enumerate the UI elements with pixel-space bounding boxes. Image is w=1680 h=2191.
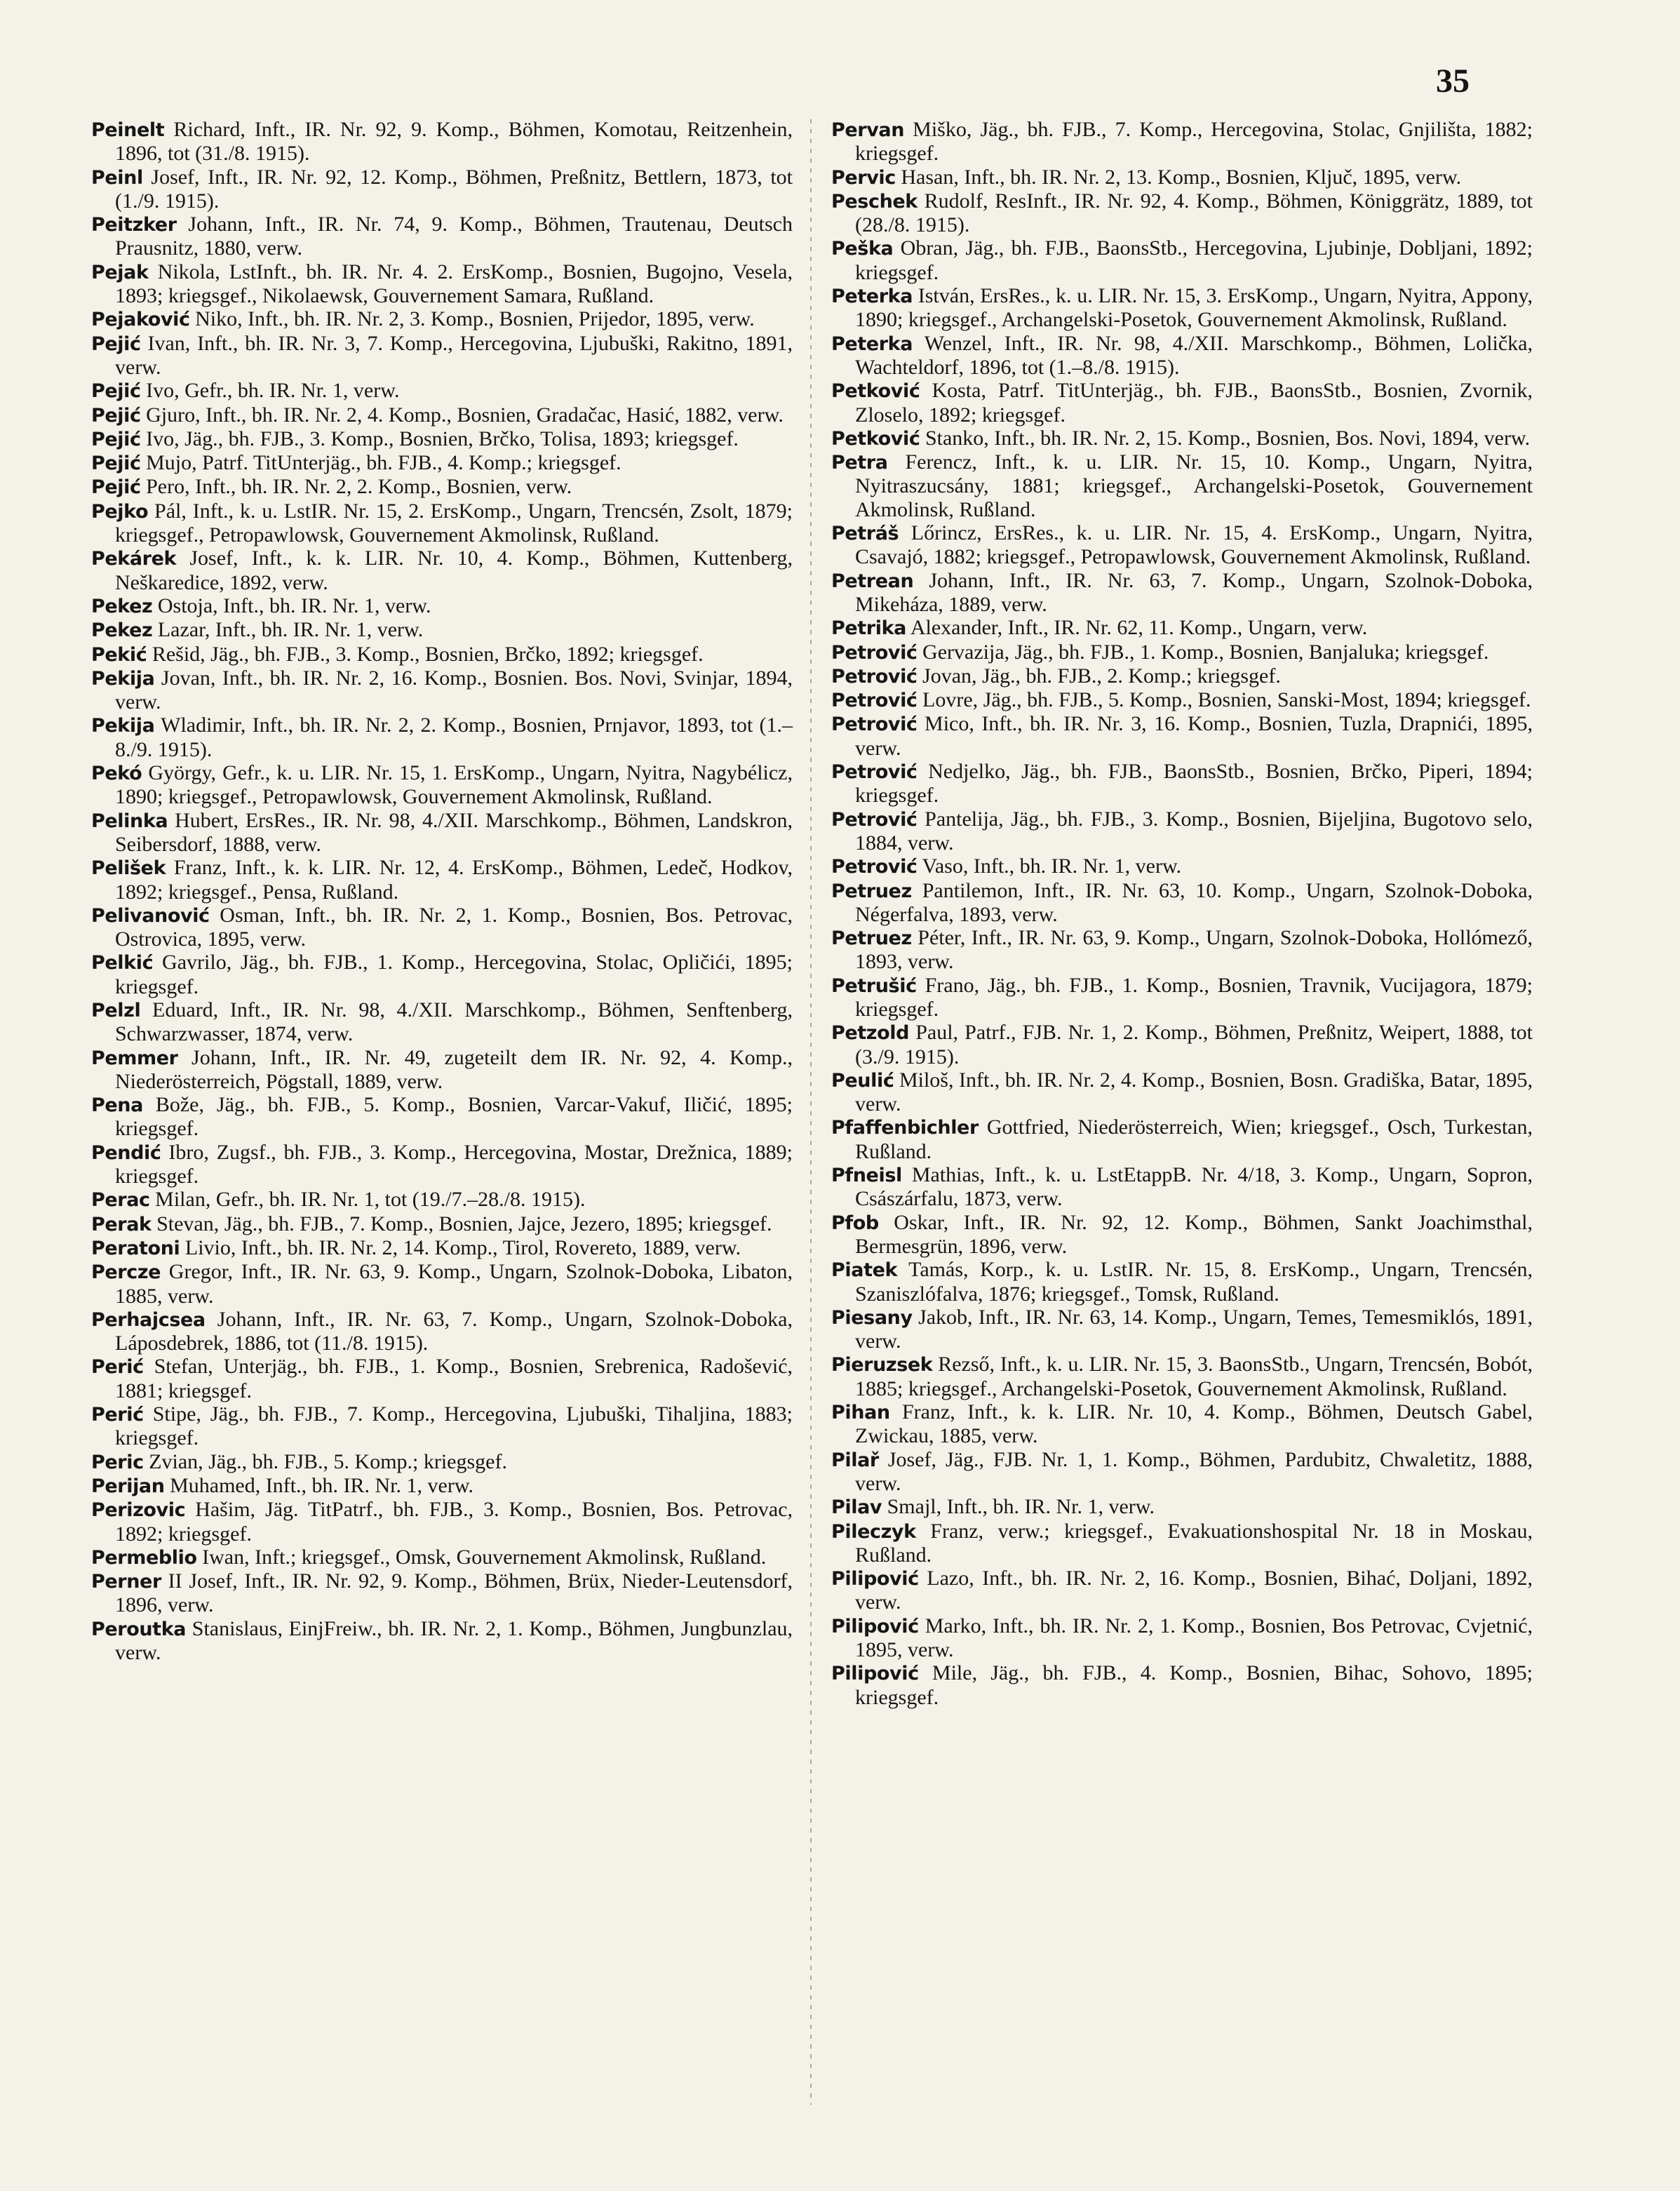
entry-details: Muhamed, Inft., bh. IR. Nr. 1, verw. <box>170 1473 474 1497</box>
register-entry <box>91 713 793 761</box>
register-entry <box>91 1046 793 1094</box>
register-entry <box>831 808 1533 855</box>
entry-surname: Petra <box>831 452 888 474</box>
register-entry <box>831 1520 1533 1567</box>
entry-surname: Petrović <box>831 641 918 664</box>
register-entry <box>91 1141 793 1188</box>
register-entry <box>831 616 1533 640</box>
register-entry <box>91 1569 793 1617</box>
entry-surname: Pilipović <box>831 1663 919 1685</box>
register-entry <box>831 1068 1533 1116</box>
register-entry <box>91 118 793 166</box>
entry-surname: Pekó <box>91 763 142 785</box>
entry-surname: Pelinka <box>91 810 168 832</box>
entry-details: Alexander, Inft., IR. Nr. 62, 11. Komp., Ungarn, verw. <box>910 616 1368 640</box>
entry-surname: Peratoni <box>91 1237 180 1259</box>
entry-details: Osman, Inft., bh. IR. Nr. 2, 1. Komp., Bosnien, Bos. Petrovac, Ostrovica, 1895, verw. <box>115 903 793 951</box>
entry-surname: Pekija <box>91 715 155 737</box>
entry-details: Lőrincz, ErsRes., k. u. LIR. Nr. 15, 4. ErsKomp., Ungarn, Nyitra, Csavajó, 1882; kriegsgef., Petropawlowsk, Gouvernement Akmolinsk, Rußland. <box>855 521 1533 569</box>
register-entry <box>831 1211 1533 1259</box>
entry-details: Gottfried, Niederösterreich, Wien; kriegsgef., Osch, Turkestan, Rußland. <box>855 1115 1533 1163</box>
entry-surname: Pemmer <box>91 1047 178 1069</box>
entry-details: Jovan, Inft., bh. IR. Nr. 2, 16. Komp., Bosnien. Bos. Novi, Svinjar, 1894, verw. <box>115 666 793 714</box>
entry-details: Josef, Inft., k. k. LIR. Nr. 10, 4. Komp., Böhmen, Kuttenberg, Neškaredice, 1892, verw. <box>115 547 793 594</box>
register-entry <box>91 618 793 642</box>
entry-details: Wenzel, Inft., IR. Nr. 98, 4./XII. Marschkomp., Böhmen, Lolička, Wachteldorf, 1896, tot (1.–8./8. 1915). <box>855 331 1533 379</box>
entry-details: Mujo, Patrf. TitUnterjäg., bh. FJB., 4. Komp.; kriegsgef. <box>146 451 621 475</box>
entry-details: Wladimir, Inft., bh. IR. Nr. 2, 2. Komp., Bosnien, Prnjavor, 1893, tot (1.–8./9. 1915). <box>115 713 793 761</box>
entry-surname: Pejko <box>91 500 149 523</box>
entry-details: Johann, Inft., IR. Nr. 74, 9. Komp., Böhmen, Trautenau, Deutsch Prausnitz, 1880, verw. <box>115 213 793 260</box>
register-entry <box>91 1212 793 1236</box>
entry-surname: Pejić <box>91 453 141 475</box>
entry-surname: Pfneisl <box>831 1165 902 1187</box>
register-entry <box>91 547 793 594</box>
entry-details: Stefan, Unterjäg., bh. FJB., 1. Komp., Bosnien, Srebrenica, Radošević, 1881; kriegsgef. <box>115 1355 793 1402</box>
entry-details: Gregor, Inft., IR. Nr. 63, 9. Komp., Ungarn, Szolnok-Doboka, Libaton, 1885, verw. <box>115 1260 793 1308</box>
register-entry <box>91 643 793 666</box>
entry-surname: Perner <box>91 1571 161 1593</box>
entry-details: Lazo, Inft., bh. IR. Nr. 2, 16. Komp., Bosnien, Bihać, Doljani, 1892, verw. <box>855 1567 1533 1614</box>
entry-details: Johann, Inft., IR. Nr. 63, 7. Komp., Ungarn, Szolnok-Doboka, Láposdebrek, 1886, tot (11./8. 1915). <box>115 1307 793 1355</box>
entry-surname: Pejak <box>91 261 149 283</box>
entry-surname: Petrović <box>831 856 918 878</box>
entry-details: Pero, Inft., bh. IR. Nr. 2, 2. Komp., Bosnien, verw. <box>146 475 572 499</box>
entry-surname: Pfaffenbichler <box>831 1117 979 1139</box>
register-entry <box>91 403 793 427</box>
entry-details: Miloš, Inft., bh. IR. Nr. 2, 4. Komp., Bosnien, Bosn. Gradiška, Batar, 1895, verw. <box>855 1068 1533 1116</box>
register-entry <box>831 1306 1533 1353</box>
register-entry <box>91 1402 793 1450</box>
entry-surname: Pejić <box>91 380 141 403</box>
entry-surname: Petković <box>831 427 920 450</box>
register-entry <box>831 1258 1533 1306</box>
entry-details: Miško, Jäg., bh. FJB., 7. Komp., Hercegovina, Stolac, Gnjilišta, 1882; kriegsgef. <box>855 118 1533 166</box>
entry-details: Iwan, Inft.; kriegsgef., Omsk, Gouvernement Akmolinsk, Rußland. <box>202 1545 767 1569</box>
entry-surname: Perac <box>91 1189 150 1212</box>
entry-details: Eduard, Inft., IR. Nr. 98, 4./XII. Marschkomp., Böhmen, Senftenberg, Schwarzwasser, 1874, verw. <box>115 998 793 1046</box>
entry-details: István, ErsRes., k. u. LIR. Nr. 15, 3. ErsKomp., Ungarn, Nyitra, Appony, 1890; kriegsgef., Archangelski-Posetok, Gouvernement Akmolinsk, Rußland. <box>855 284 1533 332</box>
register-entry <box>91 500 793 547</box>
register-entry <box>831 688 1533 712</box>
register-entry <box>831 521 1533 569</box>
entry-details: Mico, Inft., bh. IR. Nr. 3, 16. Komp., Bosnien, Tuzla, Drapnići, 1895, verw. <box>855 712 1533 760</box>
entry-surname: Pervic <box>831 166 896 189</box>
entry-details: Ivo, Gefr., bh. IR. Nr. 1, verw. <box>146 379 400 403</box>
register-entry <box>91 594 793 618</box>
entry-details: Franz, Inft., k. k. LIR. Nr. 12, 4. ErsKomp., Böhmen, Ledeč, Hodkov, 1892; kriegsgef., Pensa, Rußland. <box>115 856 793 904</box>
entry-surname: Peitzker <box>91 214 177 236</box>
entry-surname: Petrović <box>831 761 918 784</box>
entry-details: Ibro, Zugsf., bh. FJB., 3. Komp., Hercegovina, Mostar, Drežnica, 1889; kriegsgef. <box>115 1140 793 1188</box>
register-entry <box>831 1115 1533 1163</box>
entry-surname: Perijan <box>91 1475 165 1497</box>
entry-surname: Pejić <box>91 476 141 499</box>
register-entry <box>831 1661 1533 1709</box>
entry-details: Ivo, Jäg., bh. FJB., 3. Komp., Bosnien, Brčko, Tolisa, 1893; kriegsgef. <box>146 427 739 450</box>
register-entry <box>831 166 1533 189</box>
entry-details: Mathias, Inft., k. u. LstEtappB. Nr. 4/18, 3. Komp., Ungarn, Sopron, Császárfalu, 1873, verw. <box>855 1163 1533 1211</box>
entry-details: Josef, Inft., IR. Nr. 92, 12. Komp., Böhmen, Preßnitz, Bettlern, 1873, tot (1./9. 1915). <box>115 165 793 213</box>
entry-surname: Peschek <box>831 190 918 213</box>
register-entry <box>831 450 1533 521</box>
entry-surname: Peška <box>831 238 894 260</box>
entry-surname: Peinelt <box>91 119 165 141</box>
entry-details: Tamás, Korp., k. u. LstIR. Nr. 15, 8. ErsKomp., Ungarn, Trencsén, Szaniszlófalva, 1876; kriegsgef., Tomsk, Rußland. <box>855 1258 1533 1306</box>
entry-details: Rudolf, ResInft., IR. Nr. 92, 4. Komp., Böhmen, Königgrätz, 1889, tot (28./8. 1915). <box>855 189 1533 237</box>
register-entry <box>831 1163 1533 1211</box>
register-entry <box>91 1498 793 1546</box>
register-entry <box>831 855 1533 878</box>
entry-details: Rezső, Inft., k. u. LIR. Nr. 15, 3. BaonsStb., Ungarn, Trencsén, Bobót, 1885; kriegsgef., Archangelski-Posetok, Gouvernement Akmolinsk, Rußland. <box>855 1353 1533 1400</box>
entry-details: Paul, Patrf., FJB. Nr. 1, 2. Komp., Böhmen, Preßnitz, Weipert, 1888, tot (3./9. 1915). <box>855 1021 1533 1068</box>
entry-details: Obran, Jäg., bh. FJB., BaonsStb., Hercegovina, Ljubinje, Dobljani, 1892; kriegsgef. <box>855 236 1533 284</box>
register-entry <box>91 1308 793 1355</box>
entry-details: Ostoja, Inft., bh. IR. Nr. 1, verw. <box>157 594 431 617</box>
register-entry <box>831 332 1533 380</box>
register-entry <box>831 1448 1533 1496</box>
register-entry <box>91 260 793 308</box>
entry-details: Rešid, Jäg., bh. FJB., 3. Komp., Bosnien, Brčko, 1892; kriegsgef. <box>152 642 704 666</box>
register-entry <box>831 1495 1533 1519</box>
register-entry <box>831 641 1533 664</box>
entry-surname: Petrović <box>831 808 918 831</box>
entry-surname: Pfob <box>831 1212 879 1234</box>
entry-details: Ivan, Inft., bh. IR. Nr. 3, 7. Komp., Hercegovina, Ljubuški, Rakitno, 1891, verw. <box>115 331 793 379</box>
register-entry <box>831 379 1533 427</box>
register-entry <box>91 1093 793 1141</box>
entry-details: Oskar, Inft., IR. Nr. 92, 12. Komp., Böhmen, Sankt Joachimsthal, Bermesgrün, 1896, verw. <box>855 1210 1533 1258</box>
register-entry <box>831 1021 1533 1068</box>
entry-surname: Perhajcsea <box>91 1308 206 1331</box>
entry-surname: Peroutka <box>91 1618 187 1640</box>
register-entry <box>831 284 1533 332</box>
entry-details: Zvian, Jäg., bh. FJB., 5. Komp.; kriegsgef. <box>149 1449 507 1473</box>
register-entry <box>91 856 793 904</box>
entry-details: Marko, Inft., bh. IR. Nr. 2, 1. Komp., Bosnien, Bos Petrovac, Cvjetnić, 1895, verw. <box>855 1614 1533 1661</box>
register-entry <box>91 1236 793 1260</box>
register-entry <box>91 427 793 451</box>
entry-details: Hubert, ErsRes., IR. Nr. 98, 4./XII. Marschkomp., Böhmen, Landskron, Seibersdorf, 1888, verw. <box>115 808 793 856</box>
entry-surname: Pena <box>91 1094 143 1117</box>
entry-details: Hašim, Jäg. TitPatrf., bh. FJB., 3. Komp., Bosnien, Bos. Petrovac, 1892; kriegsgef. <box>115 1498 793 1546</box>
entry-surname: Pelzl <box>91 999 141 1021</box>
entry-details: Johann, Inft., IR. Nr. 63, 7. Komp., Ungarn, Szolnok-Doboka, Mikeháza, 1889, verw. <box>855 568 1533 616</box>
entry-surname: Pilipović <box>831 1615 919 1637</box>
entry-details: Niko, Inft., bh. IR. Nr. 2, 3. Komp., Bosnien, Prijedor, 1895, verw. <box>195 307 755 331</box>
register-entry <box>91 1260 793 1308</box>
register-entry <box>831 926 1533 974</box>
entry-surname: Pekez <box>91 619 153 642</box>
register-entry <box>91 904 793 951</box>
entry-surname: Petrović <box>831 713 918 736</box>
entry-surname: Pekez <box>91 595 153 617</box>
entry-details: Pantilemon, Inft., IR. Nr. 63, 10. Komp., Ungarn, Szolnok-Doboka, Négerfalva, 1893, verw. <box>855 878 1533 926</box>
entry-details: Stipe, Jäg., bh. FJB., 7. Komp., Hercegovina, Ljubuški, Tihaljina, 1883; kriegsgef. <box>115 1402 793 1450</box>
entry-surname: Perizovic <box>91 1499 186 1522</box>
entry-surname: Peric <box>91 1451 144 1473</box>
register-entry <box>91 666 793 714</box>
page-number: 35 <box>1436 62 1470 100</box>
entry-details: Jovan, Jäg., bh. FJB., 2. Komp.; kriegsgef. <box>922 664 1281 688</box>
entry-surname: Pelišek <box>91 857 166 880</box>
entry-details: Stanislaus, EinjFreiw., bh. IR. Nr. 2, 1. Komp., Böhmen, Jungbunzlau, verw. <box>115 1616 793 1664</box>
entry-surname: Petković <box>831 380 920 403</box>
register-entry <box>831 1400 1533 1448</box>
register-entry <box>91 1188 793 1212</box>
entry-surname: Pejaković <box>91 309 190 331</box>
register-entry <box>91 451 793 475</box>
register-entry <box>831 760 1533 808</box>
register-entry <box>831 427 1533 450</box>
register-entry <box>831 1353 1533 1400</box>
entry-surname: Petruez <box>831 880 912 902</box>
entry-surname: Pekija <box>91 667 155 690</box>
entry-details: Franz, verw.; kriegsgef., Evakuationshospital Nr. 18 in Moskau, Rußland. <box>855 1519 1533 1567</box>
entry-surname: Pileczyk <box>831 1520 916 1543</box>
entry-surname: Pelivanović <box>91 904 210 927</box>
entry-details: György, Gefr., k. u. LIR. Nr. 15, 1. ErsKomp., Ungarn, Nyitra, Nagybélicz, 1890; kriegsgef., Petropawlowsk, Gouvernement Akmolinsk, Rußland. <box>115 761 793 809</box>
entry-details: Ferencz, Inft., k. u. LIR. Nr. 15, 10. Komp., Ungarn, Nyitra, Nyitraszucsány, 1881; kriegsgef., Archangelski-Posetok, Gouvernement Akmolinsk, Rußland. <box>855 450 1533 521</box>
entry-surname: Perić <box>91 1404 144 1426</box>
entry-details: Stevan, Jäg., bh. FJB., 7. Komp., Bosnien, Jajce, Jezero, 1895; kriegsgef. <box>156 1212 772 1235</box>
entry-details: Hasan, Inft., bh. IR. Nr. 2, 13. Komp., Bosnien, Ključ, 1895, verw. <box>901 165 1462 189</box>
entry-surname: Perić <box>91 1356 144 1379</box>
entry-details: Bože, Jäg., bh. FJB., 5. Komp., Bosnien, Varcar-Vakuf, Iličić, 1895; kriegsgef. <box>115 1093 793 1141</box>
register-entry <box>831 118 1533 166</box>
entry-surname: Petráš <box>831 523 899 545</box>
register-entry <box>91 951 793 998</box>
entry-details: Mile, Jäg., bh. FJB., 4. Komp., Bosnien, Bihac, Sohovo, 1895; kriegsgef. <box>855 1661 1533 1709</box>
entry-surname: Pelkić <box>91 952 154 974</box>
entry-details: Gjuro, Inft., bh. IR. Nr. 2, 4. Komp., Bosnien, Gradačac, Hasić, 1882, verw. <box>146 403 784 427</box>
entry-surname: Permeblio <box>91 1546 197 1569</box>
register-entry <box>91 809 793 857</box>
register-entry <box>91 379 793 403</box>
register-entry <box>831 664 1533 688</box>
entry-details: Livio, Inft., bh. IR. Nr. 2, 14. Komp., Tirol, Rovereto, 1889, verw. <box>184 1235 741 1259</box>
register-entry <box>91 1617 793 1665</box>
register-entry <box>91 307 793 331</box>
entry-details: Richard, Inft., IR. Nr. 92, 9. Komp., Böhmen, Komotau, Reitzenhein, 1896, tot (31./8. 1915). <box>115 118 793 166</box>
entry-surname: Piesany <box>831 1306 913 1329</box>
register-entry <box>91 213 793 260</box>
entry-surname: Pekárek <box>91 548 177 570</box>
entry-surname: Perak <box>91 1213 152 1235</box>
entry-details: Josef, Jäg., FJB. Nr. 1, 1. Komp., Böhmen, Pardubitz, Chwaletitz, 1888, verw. <box>855 1447 1533 1495</box>
entry-surname: Pejić <box>91 404 141 427</box>
entry-details: Péter, Inft., IR. Nr. 63, 9. Komp., Ungarn, Szolnok-Doboka, Hollómező, 1893, verw. <box>855 926 1533 974</box>
entry-details: Kosta, Patrf. TitUnterjäg., bh. FJB., BaonsStb., Bosnien, Zvornik, Zloselo, 1892; kriegsgef. <box>855 379 1533 427</box>
entry-surname: Piatek <box>831 1259 898 1282</box>
register-entry <box>831 1614 1533 1662</box>
entry-surname: Percze <box>91 1261 161 1284</box>
register-entry <box>831 879 1533 927</box>
entry-details: Gavrilo, Jäg., bh. FJB., 1. Komp., Hercegovina, Stolac, Opličići, 1895; kriegsgef. <box>115 951 793 998</box>
entry-surname: Peterka <box>831 286 913 308</box>
entry-details: Nedjelko, Jäg., bh. FJB., BaonsStb., Bosnien, Brčko, Piperi, 1894; kriegsgef. <box>855 760 1533 808</box>
register-entry <box>91 1450 793 1474</box>
entry-surname: Petrean <box>831 570 914 592</box>
register-entry <box>831 974 1533 1021</box>
left-column <box>91 118 793 1664</box>
entry-surname: Peterka <box>831 333 913 355</box>
entry-surname: Petrović <box>831 665 918 688</box>
entry-surname: Peinl <box>91 166 143 189</box>
entry-details: Franz, Inft., k. k. LIR. Nr. 10, 4. Komp., Böhmen, Deutsch Gabel, Zwickau, 1885, verw. <box>855 1400 1533 1448</box>
entry-details: Smajl, Inft., bh. IR. Nr. 1, verw. <box>887 1495 1155 1519</box>
entry-surname: Petzold <box>831 1022 910 1045</box>
register-entry <box>91 1546 793 1569</box>
column-divider <box>810 119 812 2105</box>
entry-details: Nikola, LstInft., bh. IR. Nr. 4. 2. ErsKomp., Bosnien, Bugojno, Vesela, 1893; kriegsgef., Nikolaewsk, Gouvernement Samara, Rußland. <box>115 260 793 308</box>
register-entry <box>91 166 793 213</box>
entry-surname: Pilipović <box>831 1568 919 1590</box>
entry-details: Lovre, Jäg., bh. FJB., 5. Komp., Bosnien, Sanski-Most, 1894; kriegsgef. <box>922 688 1531 712</box>
entry-surname: Petrušić <box>831 974 917 997</box>
entry-surname: Petrika <box>831 617 906 640</box>
entry-surname: Pilař <box>831 1449 879 1471</box>
entry-surname: Pihan <box>831 1402 890 1424</box>
register-entry <box>831 569 1533 617</box>
entry-surname: Peulić <box>831 1069 894 1092</box>
entry-details: Vaso, Inft., bh. IR. Nr. 1, verw. <box>922 855 1182 878</box>
register-entry <box>831 1567 1533 1614</box>
entry-details: Gervazija, Jäg., bh. FJB., 1. Komp., Bosnien, Banjaluka; kriegsgef. <box>922 640 1489 664</box>
entry-surname: Pilav <box>831 1496 882 1519</box>
register-entry <box>91 998 793 1046</box>
entry-surname: Petrović <box>831 690 918 712</box>
entry-surname: Pendić <box>91 1141 161 1164</box>
register-entry <box>831 712 1533 760</box>
entry-details: Lazar, Inft., bh. IR. Nr. 1, verw. <box>157 618 424 642</box>
register-entry <box>91 761 793 809</box>
register-entry <box>91 332 793 380</box>
register-entry <box>91 475 793 499</box>
entry-surname: Pervan <box>831 119 905 141</box>
entry-details: Stanko, Inft., bh. IR. Nr. 2, 15. Komp., Bosnien, Bos. Novi, 1894, verw. <box>925 426 1531 450</box>
entry-details: Johann, Inft., IR. Nr. 49, zugeteilt dem IR. Nr. 92, 4. Komp., Niederösterreich, Pögstall, 1889, verw. <box>115 1045 793 1093</box>
entry-details: Pál, Inft., k. u. LstIR. Nr. 15, 2. ErsKomp., Ungarn, Trencsén, Zsolt, 1879; kriegsgef., Petropawlowsk, Gouvernement Akmolinsk, Rußland. <box>115 499 793 547</box>
entry-surname: Pekić <box>91 643 147 666</box>
register-entry <box>831 189 1533 237</box>
entry-details: Jakob, Inft., IR. Nr. 63, 14. Komp., Ungarn, Temes, Temesmiklós, 1891, verw. <box>855 1305 1533 1353</box>
entry-details: Frano, Jäg., bh. FJB., 1. Komp., Bosnien, Travnik, Vucijagora, 1879; kriegsgef. <box>855 973 1533 1021</box>
entry-surname: Pejić <box>91 333 141 355</box>
entry-surname: Petruez <box>831 927 912 950</box>
register-entry <box>831 236 1533 284</box>
entry-surname: Pieruzsek <box>831 1354 933 1376</box>
right-column <box>831 118 1533 1709</box>
register-entry <box>91 1474 793 1498</box>
entry-details: II Josef, Inft., IR. Nr. 92, 9. Komp., Böhmen, Brüx, Nieder-Leutensdorf, 1896, verw. <box>115 1569 793 1617</box>
register-entry <box>91 1355 793 1402</box>
entry-details: Pantelija, Jäg., bh. FJB., 3. Komp., Bosnien, Bijeljina, Bugotovo selo, 1884, verw. <box>855 807 1533 855</box>
entry-surname: Pejić <box>91 428 141 450</box>
entry-details: Milan, Gefr., bh. IR. Nr. 1, tot (19./7.–28./8. 1915). <box>155 1188 586 1212</box>
